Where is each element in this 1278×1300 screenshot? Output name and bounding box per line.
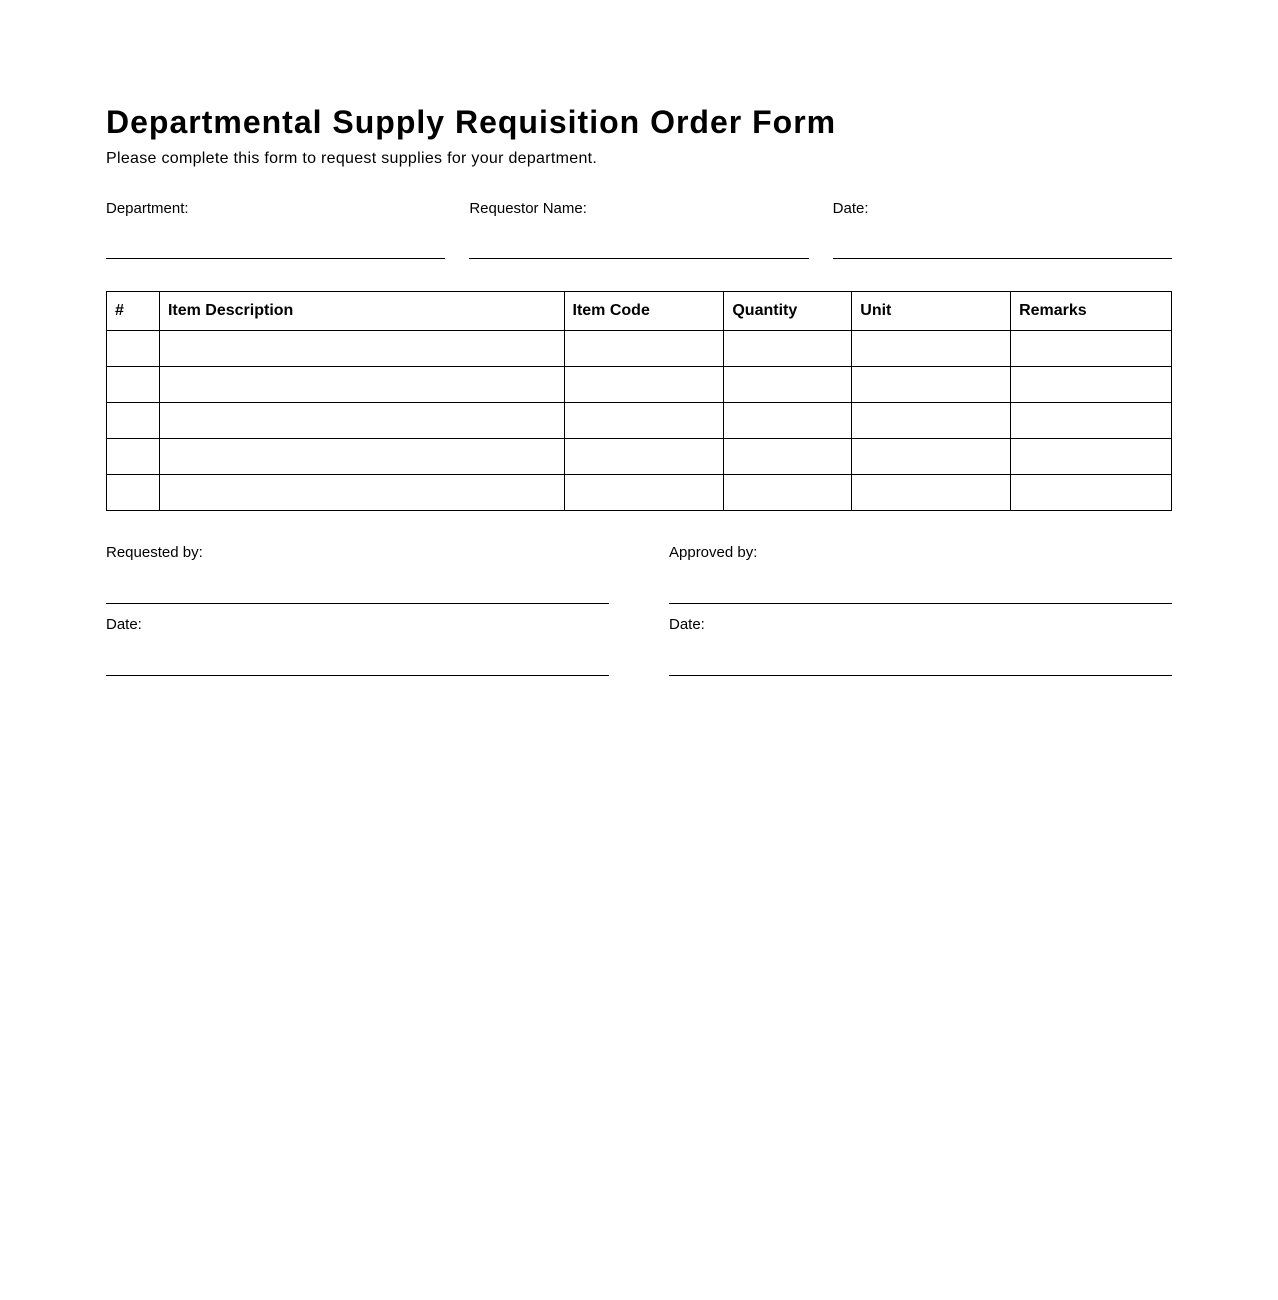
cell-number[interactable] (107, 439, 160, 475)
table-row (107, 331, 1172, 367)
cell-item-code[interactable] (564, 403, 724, 439)
cell-remarks[interactable] (1011, 475, 1172, 511)
cell-item-code[interactable] (564, 367, 724, 403)
cell-number[interactable] (107, 403, 160, 439)
cell-remarks[interactable] (1011, 439, 1172, 475)
table-row (107, 367, 1172, 403)
cell-item-description[interactable] (159, 367, 564, 403)
requestor-name-field (469, 200, 808, 259)
requested-by-signature-line[interactable] (106, 562, 609, 604)
approved-by-label: Approved by: (669, 544, 758, 561)
cell-unit[interactable] (852, 403, 1011, 439)
cell-item-code[interactable] (564, 475, 724, 511)
col-item-code: Item Code (564, 292, 724, 331)
col-remarks: Remarks (1011, 292, 1172, 331)
requested-by-label: Requested by: (106, 544, 203, 561)
items-table (106, 291, 1172, 511)
cell-item-description[interactable] (159, 403, 564, 439)
cell-item-description[interactable] (159, 439, 564, 475)
signature-section (106, 544, 1172, 688)
cell-quantity[interactable] (724, 439, 852, 475)
requested-date-line[interactable] (106, 634, 609, 676)
cell-remarks[interactable] (1011, 403, 1172, 439)
cell-item-code[interactable] (564, 331, 724, 367)
department-field (106, 200, 445, 259)
department-input[interactable] (106, 219, 445, 259)
approved-by-signature-line[interactable] (669, 562, 1172, 604)
cell-item-description[interactable] (159, 475, 564, 511)
cell-quantity[interactable] (724, 475, 852, 511)
date-input[interactable] (833, 219, 1172, 259)
col-item-description: Item Description (159, 292, 564, 331)
table-row (107, 439, 1172, 475)
requestor-name-label: Requestor Name: (469, 200, 587, 217)
cell-remarks[interactable] (1011, 331, 1172, 367)
col-quantity: Quantity (724, 292, 852, 331)
col-unit: Unit (852, 292, 1011, 331)
cell-unit[interactable] (852, 439, 1011, 475)
cell-number[interactable] (107, 367, 160, 403)
approved-by-block (669, 544, 1172, 688)
cell-unit[interactable] (852, 367, 1011, 403)
approved-date-line[interactable] (669, 634, 1172, 676)
cell-number[interactable] (107, 331, 160, 367)
cell-item-code[interactable] (564, 439, 724, 475)
cell-quantity[interactable] (724, 403, 852, 439)
cell-number[interactable] (107, 475, 160, 511)
department-label: Department: (106, 200, 189, 217)
cell-remarks[interactable] (1011, 367, 1172, 403)
cell-unit[interactable] (852, 331, 1011, 367)
table-row (107, 403, 1172, 439)
page-title: Departmental Supply Requisition Order Form (106, 104, 837, 140)
col-number: # (107, 292, 160, 331)
table-row (107, 475, 1172, 511)
cell-unit[interactable] (852, 475, 1011, 511)
requisition-form (106, 100, 1172, 688)
cell-quantity[interactable] (724, 331, 852, 367)
approved-date-label: Date: (669, 616, 705, 633)
cell-quantity[interactable] (724, 367, 852, 403)
requested-by-block (106, 544, 609, 688)
cell-item-description[interactable] (159, 331, 564, 367)
requested-date-label: Date: (106, 616, 142, 633)
page-subtitle: Please complete this form to request supplies for your department. (106, 150, 598, 167)
header-fields (106, 200, 1172, 259)
date-label: Date: (832, 200, 869, 217)
table-header-row (107, 292, 1172, 331)
date-field (833, 200, 1172, 259)
requestor-name-input[interactable] (469, 219, 808, 259)
